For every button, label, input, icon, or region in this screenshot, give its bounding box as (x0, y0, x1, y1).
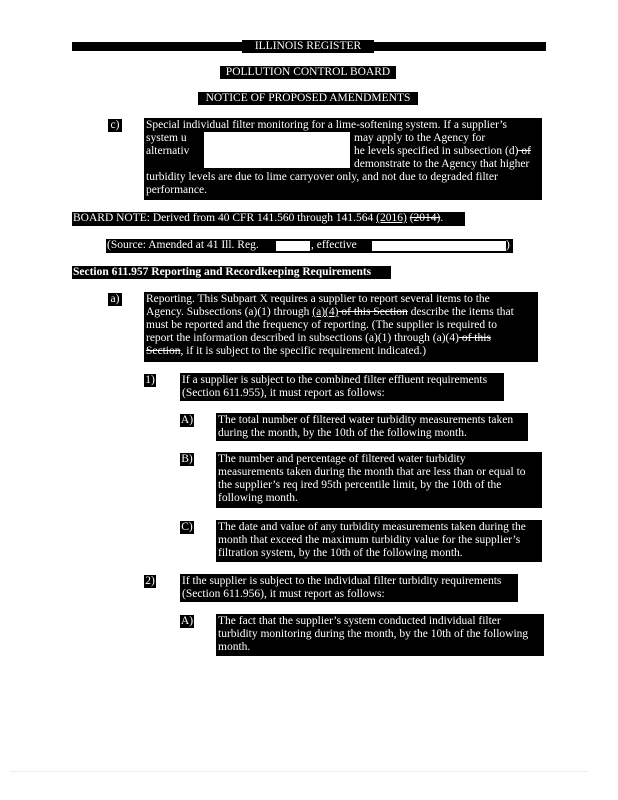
item-a-label: a) (108, 293, 122, 306)
item-2-label: 2) (145, 575, 155, 587)
item-1c-text: The date and value of any turbidity measurements taken during the month that exceed the maximum turbidity value for the supplier’s filtration system, by the 10th of the following month. (216, 520, 542, 562)
notice-title: NOTICE OF PROPOSED AMENDMENTS (198, 92, 418, 105)
register-title: ILLINOIS REGISTER (242, 40, 374, 53)
item-1c-label: C) (181, 521, 193, 533)
item-1b-text: The number and percentage of filtered water turbidity measurements taken during the month that are less than or equal to the supplier’s req ired 95th percentile limit, by the 10th of the following month. (216, 452, 542, 508)
item-2-text: If the supplier is subject to the individual filter turbidity requirements (Section 611.956), it must report as follows: (180, 574, 518, 602)
board-title: POLLUTION CONTROL BOARD (220, 66, 396, 79)
source-blank-1 (276, 241, 310, 251)
item-a-text: Reporting. This Subpart X requires a supplier to report several items to the Agency. Subsections (a)(1) through (a)(4) of this Section describe the items that must be reported and the frequency of reporting. (The supplier is required to report the information described in subsections (a)(1) through (a)(4) of this Section, if it is subject to the specific requirement indicated.) (144, 292, 538, 362)
item-1a-label: A) (180, 414, 194, 426)
redaction-block (204, 132, 350, 168)
item-1-label: 1) (145, 374, 155, 386)
item-1-text: If a supplier is subject to the combined filter effluent requirements (Section 611.955), it must report as follows: (180, 373, 504, 401)
board-note: BOARD NOTE: Derived from 40 CFR 141.560 through 141.564 (2016) (2014). (72, 212, 465, 226)
source-blank-2 (372, 241, 506, 251)
item-1a-text: The total number of filtered water turbidity measurements taken during the month, by the 10th of the following month. (216, 413, 528, 441)
item-c-text: Special individual filter monitoring for a lime-softening system. If a supplier’s system u may apply to the Agency for alternativ he levels specified in subsection (d) of demonstrate to the Agency that higher turbidity levels are due to lime carryover only, and not due to degraded filter performance. (144, 118, 542, 200)
item-1b-label: B) (181, 453, 193, 465)
footer-rule (10, 771, 588, 772)
item-2a-label: A) (180, 615, 194, 627)
item-2a-text: The fact that the supplier’s system conducted individual filter turbidity monitoring during the month, by the 10th of the following month. (216, 614, 544, 656)
source-note: (Source: Amended at 41 Ill. Reg. , effective ) (106, 239, 513, 253)
section-heading: Section 611.957 Reporting and Recordkeeping Requirements (72, 266, 391, 279)
item-c-label: c) (108, 119, 122, 132)
